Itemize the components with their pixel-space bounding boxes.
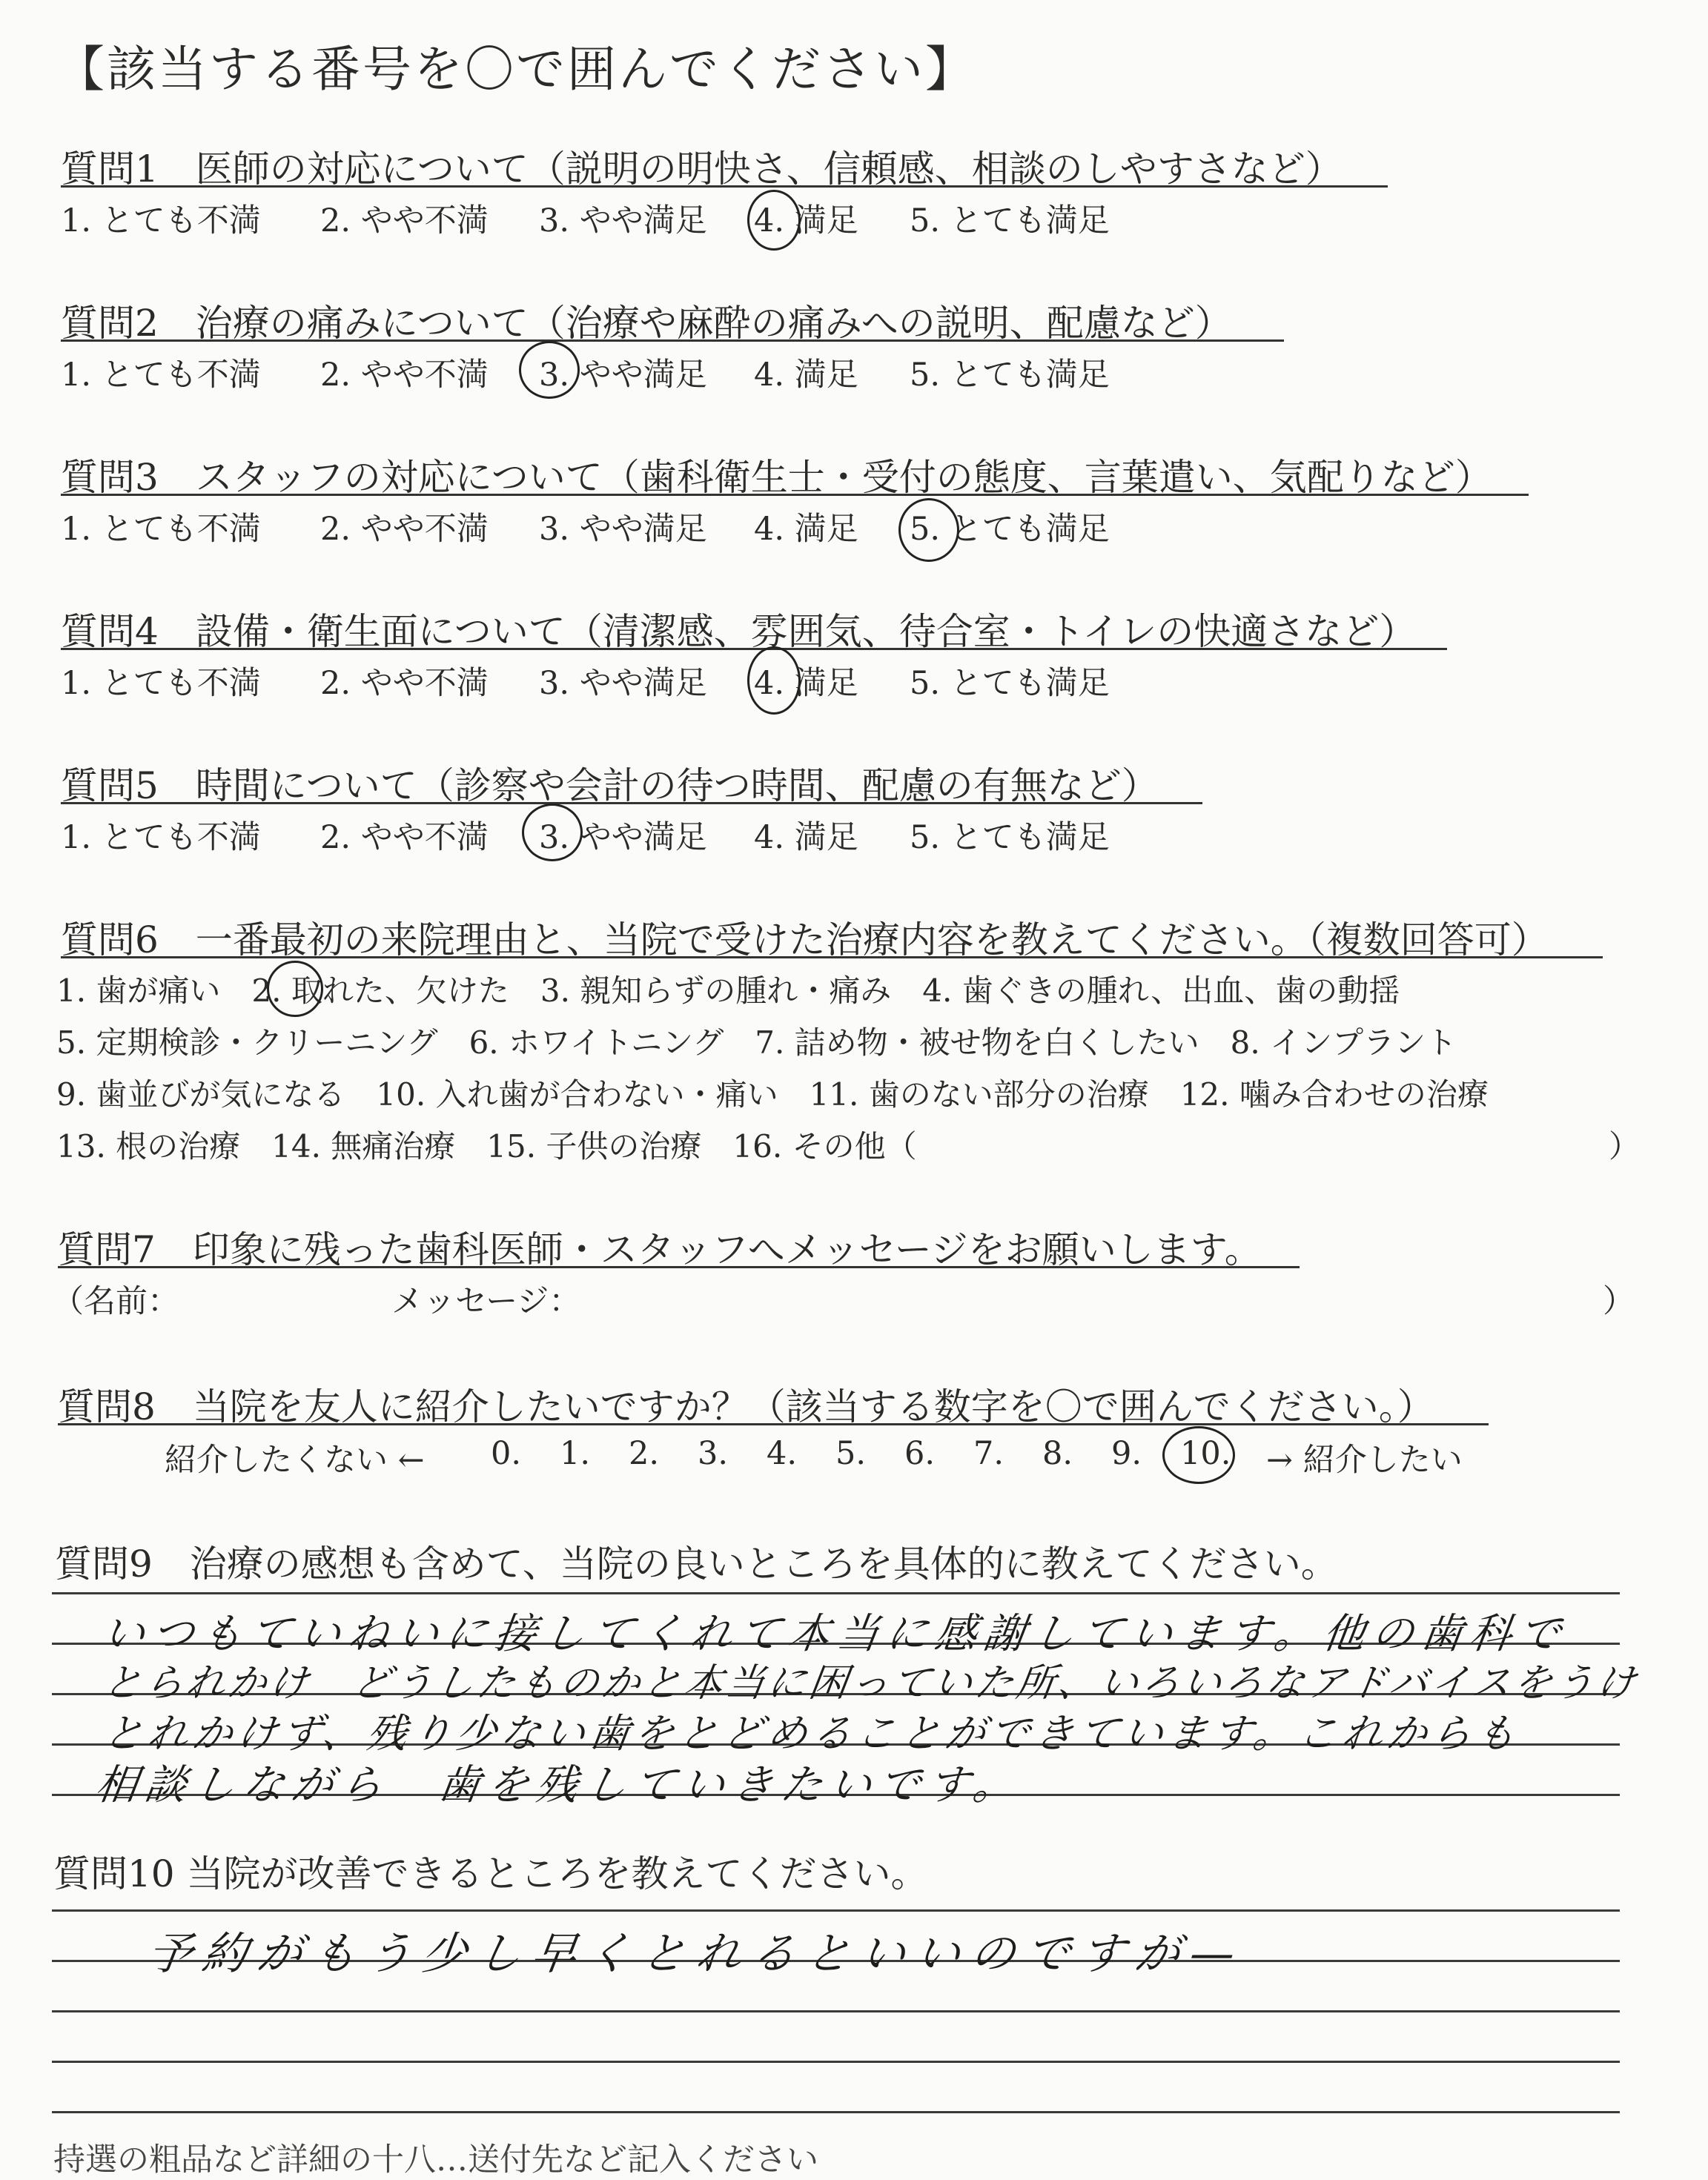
q8-right-label: → 紹介したい: [1266, 1442, 1463, 1479]
q10-line-3: [52, 2010, 1620, 2012]
question-4-underline: [61, 648, 1447, 650]
q3-option-2[interactable]: 2. やや不満: [320, 511, 489, 548]
q9-handwriting-line-2: とられかけ どうしたものかと本当に困っていた所、いろいろなアドバイスをうけ: [100, 1661, 1641, 1706]
question-6-underline: [61, 956, 1603, 958]
question-10-heading: 質問10 当院が改善できるところを教えてください。: [53, 1852, 928, 1895]
q2-option-4[interactable]: 4. 満足: [754, 357, 858, 394]
question-3-underline: [61, 494, 1529, 496]
question-6-heading: 質問6 一番最初の来院理由と、当院で受けた治療内容を教えてください。（複数回答可）: [61, 918, 1549, 961]
question-2-options: [61, 350, 1110, 395]
q9-line-1: [52, 1592, 1620, 1594]
q9-handwriting-line-3: とれかけず、残り少ない歯をとどめることができています。これからも: [100, 1710, 1524, 1757]
q3-option-5[interactable]: 5. とても満足: [910, 511, 1110, 548]
q8-scale-3[interactable]: 3.: [698, 1435, 729, 1472]
q6-options-row-3[interactable]: 9. 歯並びが気になる 10. 入れ歯が合わない・痛い 11. 歯のない部分の治療 12. 噛み合わせの治療: [56, 1076, 1489, 1113]
q10-line-5: [52, 2111, 1620, 2113]
q2-option-5[interactable]: 5. とても満足: [910, 357, 1110, 394]
q8-scale-6[interactable]: 6.: [904, 1435, 936, 1472]
q1-option-1[interactable]: 1. とても不満: [61, 202, 261, 239]
question-9-heading: 質問9 治療の感想も含めて、当院の良いところを具体的に教えてください。: [55, 1543, 1338, 1586]
q5-option-1[interactable]: 1. とても不満: [61, 819, 261, 856]
q8-scale: [491, 1435, 1254, 1472]
q6-options-row-4[interactable]: 13. 根の治療 14. 無痛治療 15. 子供の治療 16. その他（: [56, 1128, 917, 1164]
q2-selection-circle: [519, 341, 580, 399]
question-2-heading: 質問2 治療の痛みについて（治療や麻酔の痛みへの説明、配慮など）: [61, 302, 1232, 345]
q8-scale-8[interactable]: 8.: [1042, 1435, 1073, 1472]
q8-scale-5[interactable]: 5.: [835, 1435, 867, 1472]
question-7-heading: 質問7 印象に残った歯科医師・スタッフへメッセージをお願いします。: [58, 1228, 1262, 1271]
q1-option-5[interactable]: 5. とても満足: [910, 202, 1110, 239]
footer-text: 持選の粗品など詳細の十八…送付先など記入ください: [53, 2141, 818, 2179]
q6-options-row-2[interactable]: 5. 定期検診・クリーニング 6. ホワイトニング 7. 詰め物・被せ物を白くしたい 8. インプラント: [56, 1024, 1457, 1061]
q6-selection-circle: [267, 961, 323, 1017]
question-2-underline: [61, 339, 1284, 342]
question-1-underline: [61, 185, 1388, 188]
q1-selection-circle: [747, 190, 801, 251]
q8-scale-10[interactable]: 10.: [1180, 1435, 1231, 1472]
q8-scale-1[interactable]: 1.: [560, 1435, 591, 1472]
question-1-heading: 質問1 医師の対応について（説明の明快さ、信頼感、相談のしやすさなど）: [61, 148, 1343, 190]
q7-close-paren: ）: [1603, 1283, 1635, 1320]
question-3-heading: 質問3 スタッフの対応について（歯科衛生士・受付の態度、言葉遣い、気配りなど）: [61, 456, 1492, 499]
question-8-heading: 質問8 当院を友人に紹介したいですか？（該当する数字を〇で囲んでください。）: [58, 1385, 1434, 1428]
q3-option-1[interactable]: 1. とても不満: [61, 511, 261, 548]
q9-handwriting-line-1: いつもていねいに接してくれて本当に感謝しています。他の歯科で: [99, 1610, 1572, 1658]
q4-option-5[interactable]: 5. とても満足: [910, 665, 1110, 702]
q8-selection-circle: [1162, 1426, 1235, 1484]
question-4-heading: 質問4 設備・衛生面について（清潔感、雰囲気、待合室・トイレの快適さなど）: [61, 610, 1417, 653]
q6-options-row-1[interactable]: 1. 歯が痛い 2. 取れた、欠けた 3. 親知らずの腫れ・痛み 4. 歯ぐきの腫れ、出血、歯の動揺: [56, 973, 1400, 1009]
q8-scale-4[interactable]: 4.: [767, 1435, 798, 1472]
question-5-heading: 質問5 時間について（診察や会計の待つ時間、配慮の有無など）: [61, 764, 1159, 807]
q8-scale-0[interactable]: 0.: [491, 1435, 522, 1472]
q1-option-3[interactable]: 3. やや満足: [539, 202, 707, 239]
q7-name-label: （名前：: [52, 1283, 179, 1320]
question-1-options: [61, 196, 1110, 241]
page-title: 【該当する番号を〇で囲んでください】: [56, 41, 976, 98]
q10-line-4: [52, 2061, 1620, 2063]
q5-option-3[interactable]: 3. やや満足: [539, 819, 707, 856]
q8-left-label: 紹介したくない ←: [165, 1442, 425, 1479]
question-7-underline: [58, 1266, 1300, 1268]
q5-option-4[interactable]: 4. 満足: [754, 819, 858, 856]
q8-scale-2[interactable]: 2.: [629, 1435, 660, 1472]
q9-handwriting-line-4: 相談しながら 歯を残していきたいです。: [92, 1761, 1026, 1809]
q2-option-3[interactable]: 3. やや満足: [539, 357, 707, 394]
question-8-underline: [58, 1423, 1489, 1425]
q4-option-3[interactable]: 3. やや満足: [539, 665, 707, 702]
question-5-options: [61, 812, 1110, 858]
q3-selection-circle: [898, 498, 959, 562]
q8-scale-9[interactable]: 9.: [1111, 1435, 1142, 1472]
q4-option-4[interactable]: 4. 満足: [754, 665, 858, 702]
q3-option-4[interactable]: 4. 満足: [754, 511, 858, 548]
q7-message-label: メッセージ：: [391, 1283, 581, 1320]
q10-line-1: [52, 1909, 1620, 1912]
q8-scale-7[interactable]: 7.: [973, 1435, 1004, 1472]
q3-option-3[interactable]: 3. やや満足: [539, 511, 707, 548]
q4-option-2[interactable]: 2. やや不満: [320, 665, 489, 702]
q5-selection-circle: [522, 804, 583, 861]
q1-option-2[interactable]: 2. やや不満: [320, 202, 489, 239]
question-5-underline: [61, 802, 1202, 804]
q6-close-paren: ）: [1609, 1128, 1641, 1164]
q10-handwriting: 予約がもう少し早くとれるといいのですが—: [144, 1928, 1249, 1980]
q2-option-1[interactable]: 1. とても不満: [61, 357, 261, 394]
q5-option-2[interactable]: 2. やや不満: [320, 819, 489, 856]
q4-option-1[interactable]: 1. とても不満: [61, 665, 261, 702]
q5-option-5[interactable]: 5. とても満足: [910, 819, 1110, 856]
question-4-options: [61, 658, 1110, 703]
q4-selection-circle: [747, 646, 801, 715]
q1-option-4[interactable]: 4. 満足: [754, 202, 858, 239]
q2-option-2[interactable]: 2. やや不満: [320, 357, 489, 394]
